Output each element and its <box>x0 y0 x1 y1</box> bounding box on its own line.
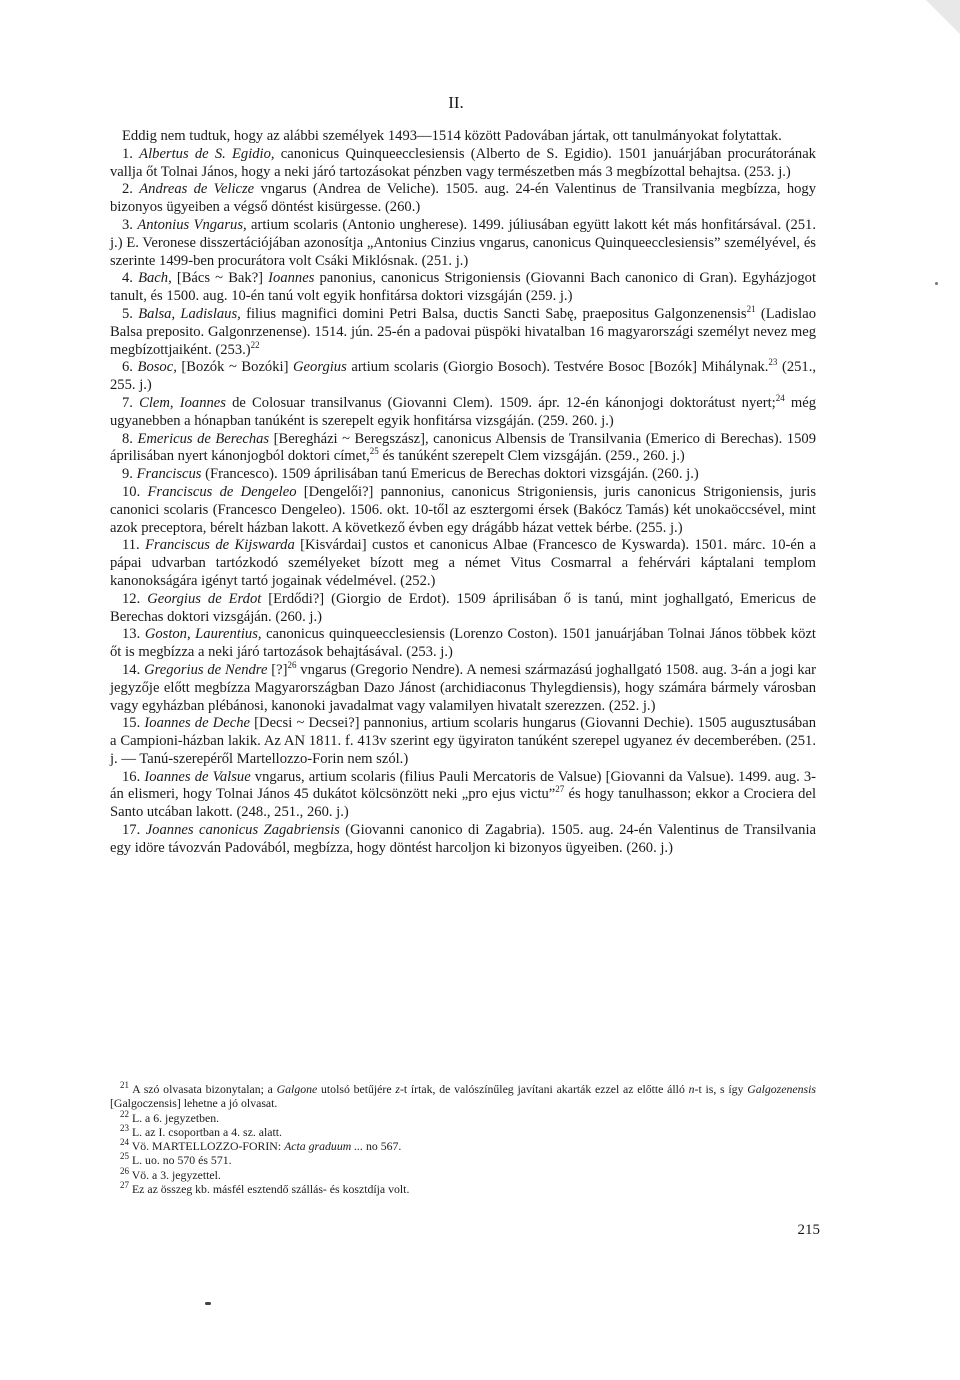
footnotes <box>110 1082 816 1196</box>
footnote-ref: 24 <box>775 393 785 404</box>
footnote-italic: Acta graduum ... <box>284 1139 364 1154</box>
page-corner-fold <box>926 0 960 34</box>
entry-number: 15. <box>122 715 141 732</box>
entry-number: 13. <box>122 626 141 643</box>
entry-text: (Ladislao Balsa preposito. Galgonrzenense). 1514. jún. 25-én a padovai püspöki hivatalban 16 magyarországi személyt nevez meg megbízottjaiként. (253.) <box>110 305 816 358</box>
entry-text: canonicus quinqueecclesiensis (Lorenzo Coston). 1501 januárjában Tolnai János többek közt őt is megbízza a neki járó tartozások behajtásával. (253. j.) <box>110 626 816 661</box>
entry-name: Joannes canonicus Zagabriensis <box>145 822 340 839</box>
footnote-22 <box>110 1108 816 1125</box>
section-heading: II. <box>448 93 464 112</box>
entry-text: canonicus Quinqueecclesiensis (Alberto de S. Egidio). 1501 januárjában procurátorának vallja őt Tolnai János, hogy a neki járó tartozásokat pénzben vagy természetben más 3 megbízottal behajtsa. (253. j.) <box>110 145 816 180</box>
entry-text: [Beregházi ~ Beregszász], canonicus Albensis de Transilvania (Emerico di Berechas). 1509 áprilisában nyert kánonjogból doktori címet, <box>110 430 816 465</box>
entry-text: (Francesco). 1509 áprilisában tanú Emericus de Berechas doktori vizsgáján. (260. j.) <box>201 466 699 483</box>
footnote-text: A szó olvasata bizonytalan; a <box>129 1082 277 1096</box>
entry-text: vngarus (Gregorio Nendre). A nemesi származású joghallgató 1508. aug. 3-án a jogi kar jegyzője előtt megbízza Magyarországban Dazo Jánost (archidiaconus Thylegdiensis), hogy számára bármely városban vagy egyházban plébánosi, kanonoki javadalmat vagy valamilyen hivatalt szerezzen. (252. j.) <box>110 661 817 714</box>
entry-name: Georgius de Erdot <box>147 590 262 607</box>
entry-name: Franciscus <box>136 466 202 483</box>
footnote-number: 23 <box>120 1122 129 1133</box>
footnote-21 <box>110 1082 816 1111</box>
footnote-text: Ez az összeg kb. másfél esztendő szállás- és kosztdíja volt. <box>129 1182 410 1197</box>
entry-text: artium scolaris (Giorgio Bosoch). Testvére Bosoc [Bozók] Mihálynak. <box>346 359 769 376</box>
entry-text: vngarus, artium scolaris (filius Pauli Mercatoris de Valsue) [Giovanni da Valsue). 1499. aug. 3-án elismeri, hogy Tolnai János 45 dukátot kölcsönzött neki „pro ejus victu” <box>110 768 816 803</box>
entry-text: (251., 255. j.) <box>110 359 817 394</box>
footnote-23 <box>110 1122 816 1139</box>
entry-number: 7. <box>122 394 133 411</box>
entry-name: Bach, <box>138 270 172 287</box>
footnote-text: Vö. a 3. jegyzettel. <box>129 1167 221 1182</box>
footnote-24 <box>110 1139 816 1153</box>
entry-text: filius magnifici domini Petri Balsa, ductis Sancti Sabę, praepositus Galgonzenensis <box>240 305 747 322</box>
footnote-ref: 21 <box>746 304 756 315</box>
footnote-ref: 26 <box>287 660 297 671</box>
entry-text: panonius, canonicus Strigoniensis (Giovanni Bach canonico di Gran). Egyházjogot tanult, és 1500. aug. 10-én tanú volt egyik honfitársa doktori vizsgáján (259. j.) <box>110 270 816 305</box>
paper-speck <box>205 1302 211 1305</box>
entry-number: 17. <box>122 822 141 839</box>
entry-2 <box>110 181 816 217</box>
footnote-text: L. uo. no 570 és 571. <box>129 1153 232 1168</box>
entry-10 <box>110 484 816 537</box>
entry-3 <box>110 217 816 270</box>
entry-name: Antonius Vngarus, <box>137 216 247 233</box>
footnote-number: 24 <box>120 1137 129 1148</box>
entry-name: Bosoc, <box>137 359 177 376</box>
entry-name: Balsa, Ladislaus, <box>138 305 241 322</box>
footnote-italic: n <box>688 1082 695 1096</box>
footnote-text: utolsó betűjére <box>317 1082 396 1096</box>
entry-name: Gregorius de Nendre <box>144 661 268 678</box>
footnote-27 <box>110 1182 816 1196</box>
entry-name: Franciscus de Kijswarda <box>145 537 295 554</box>
entry-text: még ugyanebben a hónapban tanúként is szerepelt egyik honfitársa vizsgáján. (259. 260. j.) <box>110 394 816 429</box>
entry-7 <box>110 395 816 431</box>
entry-5 <box>110 306 816 359</box>
entry-number: 1. <box>122 145 133 162</box>
footnote-ref: 23 <box>768 357 778 368</box>
footnote-text: -t is, s így <box>694 1082 748 1096</box>
entry-text: [?] <box>267 661 288 678</box>
entry-number: 2. <box>122 181 133 198</box>
entry-text: [Bács ~ Bak?] <box>171 270 269 287</box>
entry-number: 16. <box>122 768 141 785</box>
footnote-ref: 22 <box>250 339 260 350</box>
entry-15 <box>110 715 816 768</box>
entry-name: Goston, Laurentius, <box>144 626 262 643</box>
entry-name: Georgius <box>293 359 347 376</box>
entry-12 <box>110 591 816 627</box>
entry-number: 5. <box>122 305 133 322</box>
entry-4 <box>110 270 816 306</box>
footnote-italic: Galgozenensis <box>747 1082 816 1096</box>
entry-text: [Decsi ~ Decsei?] pannonius, artium scolaris hungarus (Giovanni Dechie). 1505 augusztusában a Campioni-házban lakik. Az AN 1811. f. 413v szerint egy ügyiraton tanúként szerepel ugyanez év decemberében. (251. j. — Tanú-szerepéről Martellozzo-Forin nem szól.) <box>110 715 816 767</box>
entry-text: [Kisvárdai] custos et canonicus Albae (Francesco de Kyswarda). 1501. márc. 10-én a pápai udvarban tartózkodó személyeket bízott meg a német Vitus Cosmarral a fehérvári káptalani templom kanonokságára igényt tartó jogainak védelmével. (252.) <box>110 537 816 589</box>
entry-number: 8. <box>122 430 133 447</box>
entry-text: (Giovanni canonico di Zagabria). 1505. aug. 24-én Valentinus de Transilvania egy idöre távozván Padovából, megbízza, hogy döntést harcoljon ki bizonyos ügyeiben. (260. j.) <box>110 822 816 856</box>
footnote-text: no 567. <box>363 1139 402 1154</box>
entry-number: 10. <box>122 483 141 500</box>
footnote-ref: 25 <box>369 446 379 457</box>
footnote-25 <box>110 1153 816 1167</box>
entry-name: Ioannes de Deche <box>144 715 251 732</box>
entry-number: 6. <box>122 359 133 376</box>
entry-9 <box>110 466 816 484</box>
entry-number: 4. <box>122 270 133 287</box>
footnote-text: Vö. MARTELLOZZO-FORIN: <box>129 1139 285 1154</box>
footnote-text: L. a 6. jegyzetben. <box>129 1110 220 1125</box>
footnote-text: [Galgoczensis] lehetne a jó olvasat. <box>110 1096 278 1111</box>
entry-6 <box>110 359 816 395</box>
entry-name: Emericus de Berechas <box>137 430 270 447</box>
entry-number: 9. <box>122 466 133 483</box>
footnote-text: -t írtak, de valószínűleg javítani akarták ezzel az előtte álló <box>399 1082 689 1096</box>
footnote-26 <box>110 1165 816 1182</box>
footnote-number: 26 <box>120 1165 129 1176</box>
entry-text: vngarus (Andrea de Veliche). 1505. aug. 24-én Valentinus de Transilvania megbízza, hogy bizonyos ügyeiben a végső döntést kisürgesse. (260.) <box>110 181 817 216</box>
footnote-italic: Galgone <box>276 1082 318 1096</box>
entry-17 <box>110 822 816 858</box>
entry-text: [Bozók ~ Bozóki] <box>176 359 293 376</box>
entry-11 <box>110 537 816 590</box>
paper-speck <box>935 282 938 285</box>
entry-number: 12. <box>122 590 141 607</box>
footnote-number: 21 <box>120 1080 129 1091</box>
entry-name: Franciscus de Dengeleo <box>147 483 297 500</box>
intro-paragraph: Eddig nem tudtuk, hogy az alábbi személyek 1493—1514 között Padovában jártak, ott tanulmányokat folytattak. <box>122 128 782 144</box>
footnote-number: 27 <box>120 1180 129 1191</box>
entry-name: Albertus de S. Egidio, <box>139 145 275 162</box>
entry-13 <box>110 626 816 662</box>
entry-text: és tanúként szerepelt Clem vizsgáján. (259., 260. j.) <box>378 448 685 465</box>
entry-number: 3. <box>122 216 133 233</box>
footnote-text: L. az I. csoportban a 4. sz. alatt. <box>129 1124 282 1139</box>
entry-text: [Dengelői?] pannonius, canonicus Strigoniensis, juris canonicus Strigoniensis, juris canonici scolaris (Francesco Dengeleo). 1506. okt. 10-től az esztergomi érsek (Bakócz Tamás) két unokaöccsével, mint azok preceptora, bérelt házban lakott. A következő évben egy drágább házat vettek bérbe. (255. j.) <box>110 483 816 536</box>
entry-number: 11. <box>122 537 140 554</box>
entry-14 <box>110 662 816 715</box>
page-number: 215 <box>797 1222 820 1238</box>
entry-text: artium scolaris (Antonio ungherese). 1499. júliusában együtt lakott két más honfitársával. (251. j.) E. Veronese disszertációjában azonosítja „Antonius Cinzius vngarus, canonicus Quinqueecclesiensis” személyével, és szerinte 1499-ben procurátora volt Csáki Miklósnak. (251. j.) <box>110 216 817 269</box>
entry-text: de Colosuar transilvanus (Giovanni Clem). 1509. ápr. 12-én kánonjogi doktorátust nyert; <box>225 394 776 411</box>
entry-text: és hogy tanulhasson; ekkor a Crociera del Santo utcában lakott. (248., 251., 260. j.) <box>110 786 816 821</box>
entry-8 <box>110 431 816 467</box>
entry-name: Ioannes <box>268 270 315 287</box>
body-text <box>110 128 816 858</box>
entry-name: Andreas de Velicze <box>139 181 255 198</box>
entry-name: Ioannes de Valsue <box>144 768 251 785</box>
footnote-number: 22 <box>120 1108 129 1119</box>
footnote-ref: 27 <box>555 784 565 795</box>
entry-text: [Erdődi?] (Giorgio de Erdot). 1509 áprilisában ő is tanú, mint joghallgató, Emericus de Berechas doktori vizsgáján. (260. j.) <box>110 590 816 625</box>
entry-name: Clem, Ioannes <box>139 394 226 411</box>
footnote-italic: z <box>395 1082 400 1096</box>
entry-number: 14. <box>122 661 141 678</box>
entry-1 <box>110 146 816 182</box>
footnote-number: 25 <box>120 1151 129 1162</box>
entry-16 <box>110 769 816 822</box>
